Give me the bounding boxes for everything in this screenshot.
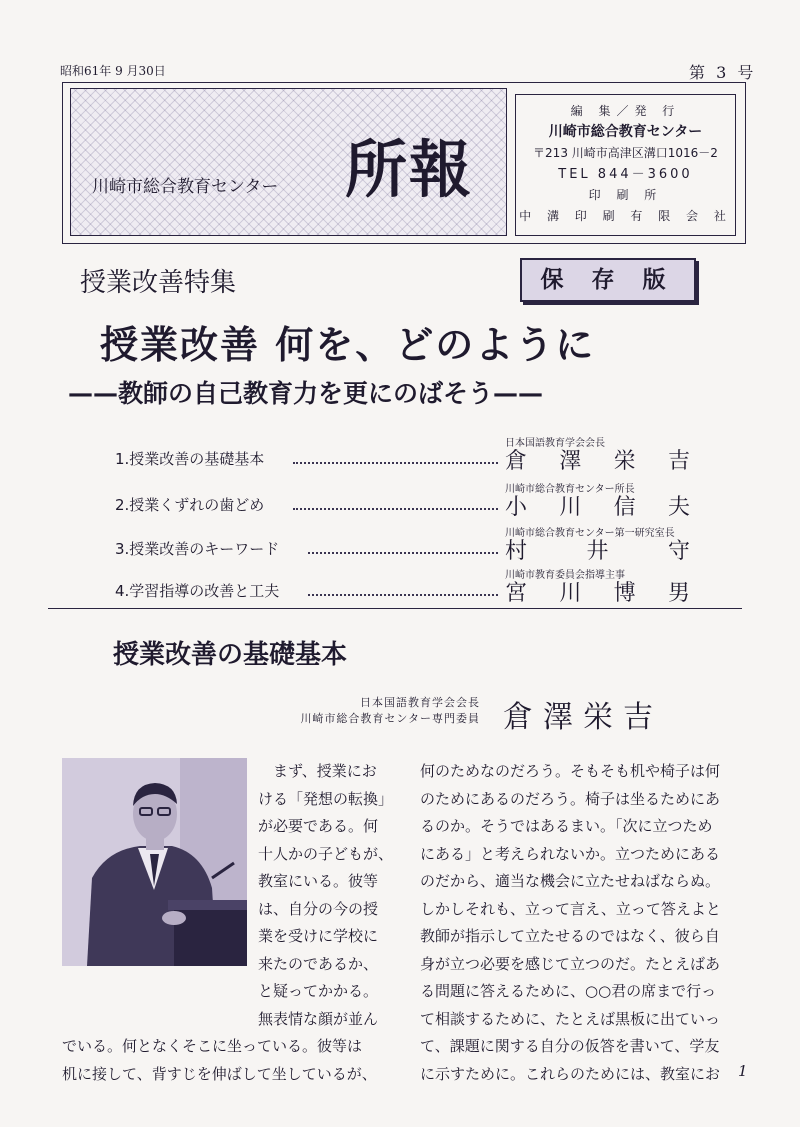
toc-affiliation: 川崎市教育委員会指導主事: [505, 570, 625, 581]
body-line: る問題に答えるために、○○君の席まで行っ: [420, 982, 717, 1000]
toc-leader-dots: [308, 552, 498, 554]
author-affiliation-line: 日本国語教育学会会長: [360, 696, 480, 709]
toc-affiliation: 川崎市総合教育センター所長: [505, 484, 635, 495]
body-line: に示すために。これらのためには、教室にお: [420, 1064, 721, 1083]
body-line: 来たのであるか、: [258, 954, 379, 973]
section-divider: [48, 608, 742, 609]
toc-author: 倉澤栄吉: [505, 449, 690, 474]
body-line: 机に接して、背すじを伸ばして坐しているが、: [62, 1064, 377, 1083]
toc-author: 村井守: [505, 539, 690, 564]
article-author-affiliation: [300, 695, 480, 727]
body-line: のだから、適当な機会に立たせねばならぬ。: [420, 872, 721, 890]
issue-number: 第 3 号: [689, 63, 757, 82]
body-line: て、課題に関する自分の仮答を書いて、学友: [420, 1037, 720, 1055]
toc-entry-title: 3.授業改善のキーワード: [115, 540, 280, 558]
author-photo: [62, 758, 247, 966]
body-line: 教師が指示して立たせるのではなく、彼ら自: [420, 927, 720, 945]
body-line: 無表情な顔が並ん: [258, 1009, 379, 1028]
publisher-box: [515, 94, 736, 236]
body-line: 十人かの子どもが、: [258, 844, 394, 863]
body-line: 身が立つ必要を感じて立つのだ。たとえばあ: [420, 954, 721, 973]
article-title: 授業改善の基礎基本: [113, 640, 348, 670]
author-photo-illustration: [62, 758, 247, 966]
article-column-1-short: [258, 758, 393, 1033]
printer-label: 印 刷 所: [588, 188, 663, 202]
body-line: しかしそれも、立って言え、立って答えよと: [420, 899, 721, 918]
body-line: るのか。そうではあるまい。「次に立つため: [420, 817, 713, 835]
center-name: 川崎市総合教育センター: [92, 177, 279, 197]
body-line: にある」と考えられないか。立つためにある: [420, 844, 721, 863]
page-number: 1: [738, 1062, 748, 1080]
feature-subtitle: ——教師の自己教育力を更にのばそう——: [68, 379, 544, 408]
toc-affiliation: 川崎市総合教育センター第一研究室長: [505, 528, 675, 539]
toc-leader-dots: [308, 594, 498, 596]
toc-author: 宮川博男: [505, 581, 690, 606]
author-affiliation-line: 川崎市総合教育センター専門委員: [300, 712, 480, 725]
issue-date: 昭和61年 9 月30日: [60, 64, 166, 78]
publisher-address: 〒213 川崎市高津区溝口1016－2: [533, 146, 718, 160]
toc-leader-dots: [293, 462, 498, 464]
body-line: ける「発想の転換」: [258, 789, 394, 808]
body-line: は、自分の今の授: [258, 899, 379, 918]
publisher-label: 編 集／発 行: [570, 104, 681, 118]
article-column-1-full: [62, 1033, 377, 1088]
feature-title: 授業改善 何を、どのように: [100, 322, 596, 367]
toc-entry-title: 2.授業くずれの歯どめ: [115, 496, 265, 514]
article-column-2: [420, 758, 721, 1088]
body-line: 何のためなのだろう。そもそも机や椅子は何: [420, 762, 721, 780]
article-author-name: 倉澤栄吉: [503, 700, 663, 735]
body-line: て相談するために、たとえば黒板に出ていっ: [420, 1009, 721, 1028]
body-line: 教室にいる。彼等: [258, 872, 379, 890]
preservation-badge: 保 存 版: [520, 258, 696, 302]
toc-entry-title: 1.授業改善の基礎基本: [115, 450, 265, 468]
toc-item[interactable]: [115, 434, 705, 486]
special-feature-heading: 授業改善特集: [80, 268, 237, 298]
toc-author: 小川信夫: [505, 495, 690, 520]
body-line: のためにあるのだろう。椅子は坐るためにあ: [420, 789, 721, 808]
body-line: と疑ってかかる。: [258, 982, 379, 1000]
publication-logo: 所報: [345, 133, 474, 206]
body-line: まず、授業にお: [273, 762, 377, 780]
toc-item[interactable]: [115, 566, 705, 618]
toc-leader-dots: [293, 508, 498, 510]
body-line: が必要である。何: [258, 817, 379, 835]
publisher-tel: TEL 844－3600: [558, 167, 693, 182]
toc-affiliation: 日本国語教育学会会長: [505, 438, 605, 449]
printer-name: 中 溝 印 刷 有 限 会 社: [519, 209, 732, 223]
body-line: 業を受けに学校に: [258, 927, 379, 945]
publisher-name: 川崎市総合教育センター: [548, 124, 703, 140]
body-line: でいる。何となくそこに坐っている。彼等は: [62, 1037, 363, 1055]
toc-entry-title: 4.学習指導の改善と工夫: [115, 582, 280, 600]
